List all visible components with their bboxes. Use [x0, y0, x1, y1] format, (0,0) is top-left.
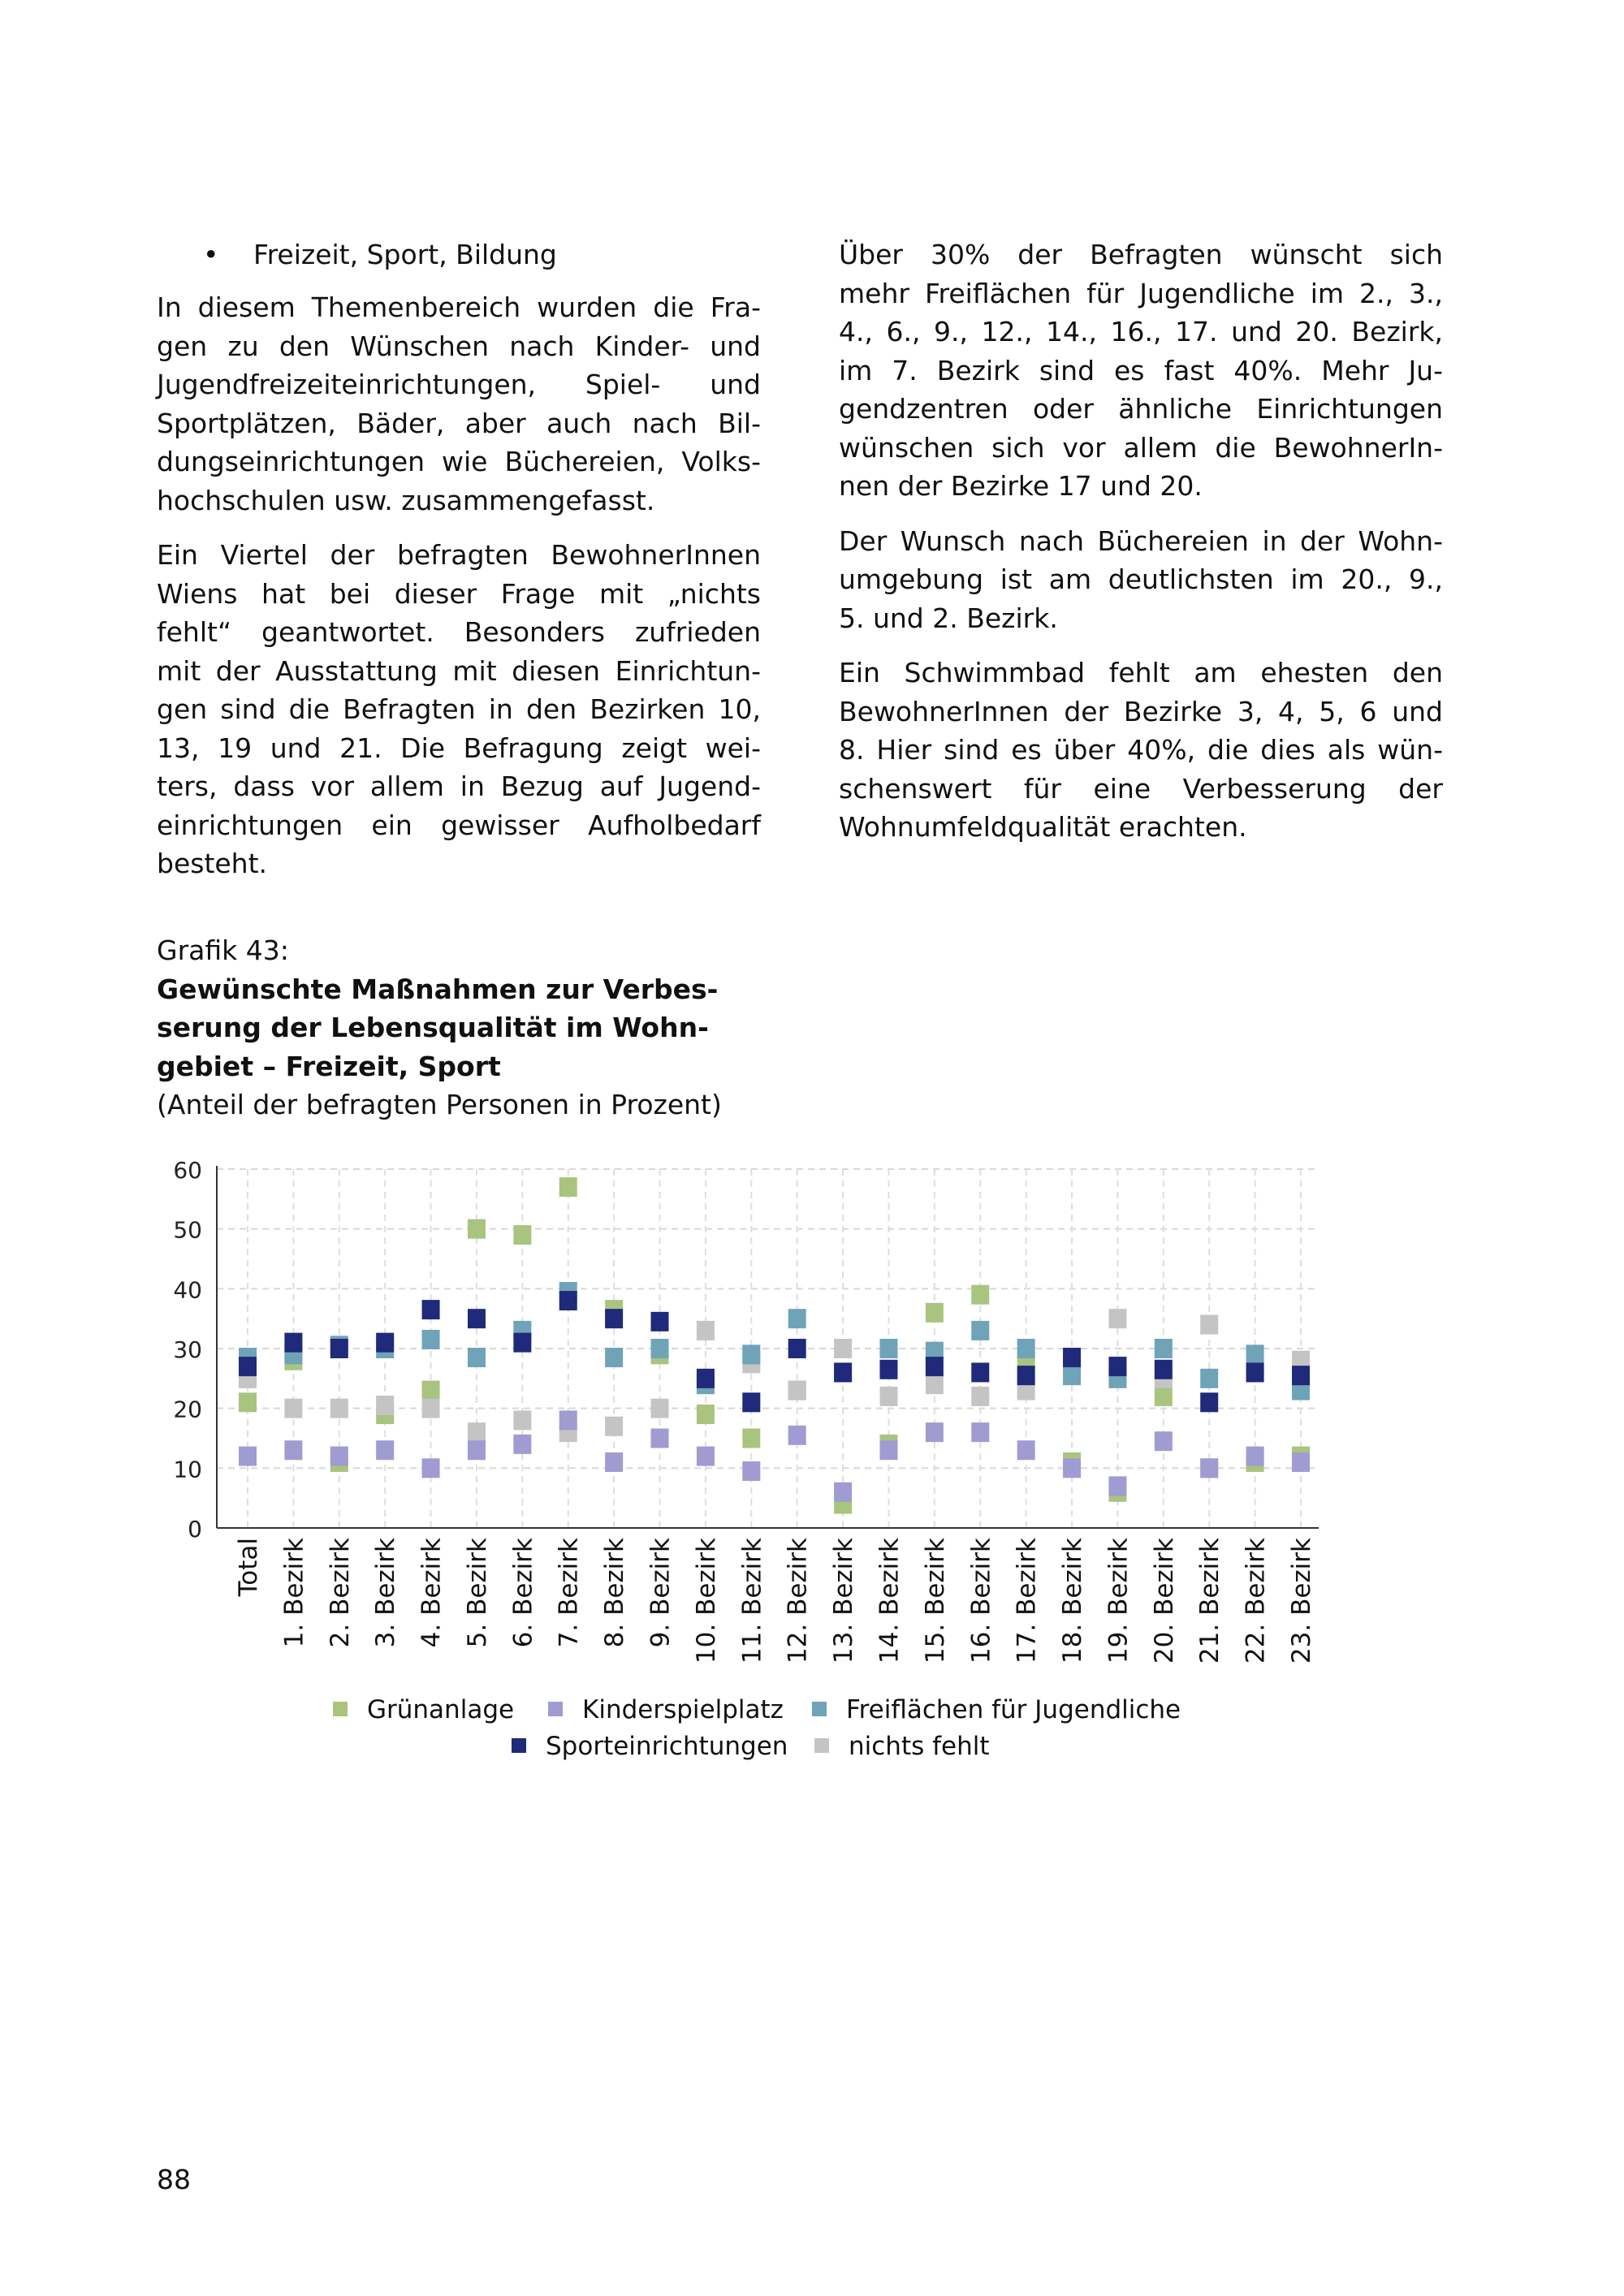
x-tick-label: 9. Bezirk: [646, 1538, 676, 1648]
text-line: Über 30% der Befragten wünscht sich: [839, 239, 1443, 270]
marker-kinderspielplatz: [971, 1422, 989, 1442]
text-line: Ein Viertel der befragten BewohnerInnen: [157, 539, 761, 571]
marker-nichts-fehlt: [879, 1387, 897, 1406]
paragraph: [157, 288, 761, 520]
marker-freiflächen-für-jugendliche: [422, 1330, 440, 1349]
figure-label: Grafik 43:: [157, 934, 289, 966]
x-tick-label: 14. Bezirk: [875, 1538, 905, 1664]
marker-nichts-fehlt: [788, 1381, 806, 1400]
marker-kinderspielplatz: [742, 1461, 760, 1481]
marker-nichts-fehlt: [1108, 1309, 1126, 1328]
marker-grünanlage: [742, 1429, 760, 1448]
marker-freiflächen-für-jugendliche: [1063, 1366, 1081, 1385]
marker-grünanlage: [513, 1225, 531, 1245]
marker-kinderspielplatz: [422, 1458, 440, 1478]
legend-swatch: [333, 1702, 348, 1716]
marker-kinderspielplatz: [1292, 1452, 1310, 1472]
marker-kinderspielplatz: [513, 1435, 531, 1454]
x-tick-label: 15. Bezirk: [920, 1538, 950, 1664]
text-line: mit der Ausstattung mit diesen Einrichtun-: [157, 654, 761, 687]
marker-sporteinrichtungen: [605, 1309, 623, 1328]
marker-grünanlage: [971, 1285, 989, 1305]
marker-sporteinrichtungen: [468, 1309, 486, 1328]
marker-sporteinrichtungen: [559, 1291, 577, 1310]
marker-nichts-fehlt: [513, 1410, 531, 1430]
marker-freiflächen-für-jugendliche: [742, 1344, 760, 1364]
paragraph: [839, 522, 1443, 638]
text-line: In diesem Themenbereich wurden die Fra-: [157, 291, 761, 323]
marker-kinderspielplatz: [651, 1429, 669, 1448]
marker-kinderspielplatz: [1246, 1447, 1264, 1466]
marker-kinderspielplatz: [376, 1440, 394, 1460]
marker-grünanlage: [697, 1405, 715, 1424]
x-tick-label: 12. Bezirk: [783, 1538, 813, 1664]
text-line: Der Wunsch nach Büchereien in der Wohn-: [839, 524, 1443, 557]
x-tick-label: 20. Bezirk: [1149, 1538, 1179, 1664]
text-line: Wiens hat bei dieser Frage mit „nichts: [157, 577, 761, 610]
y-tick-label: 60: [173, 1157, 202, 1184]
marker-nichts-fehlt: [926, 1375, 944, 1394]
marker-sporteinrichtungen: [1246, 1362, 1264, 1382]
x-tick-label: Total: [234, 1538, 263, 1597]
marker-sporteinrichtungen: [1063, 1348, 1081, 1367]
marker-kinderspielplatz: [697, 1447, 715, 1466]
text-line: besteht.: [157, 848, 268, 879]
y-tick-label: 50: [173, 1216, 202, 1244]
legend-label: Kinderspielplatz: [582, 1695, 784, 1724]
legend-label: Freiflächen für Jugendliche: [846, 1695, 1181, 1724]
marker-kinderspielplatz: [559, 1410, 577, 1430]
marker-nichts-fehlt: [834, 1339, 852, 1358]
text-line: fehlt“ geantwortet. Besonders zufrieden: [157, 616, 761, 648]
marker-nichts-fehlt: [284, 1399, 302, 1418]
marker-sporteinrichtungen: [697, 1369, 715, 1388]
figure-title-1: Gewünschte Maßnahmen zur Verbes-: [157, 973, 719, 1005]
text-line: im 7. Bezirk sind es fast 40%. Mehr Ju-: [839, 354, 1443, 386]
scatter-chart: [0, 1137, 1624, 1786]
marker-nichts-fehlt: [468, 1422, 486, 1442]
x-tick-label: 4. Bezirk: [417, 1538, 447, 1648]
marker-sporteinrichtungen: [1108, 1357, 1126, 1376]
text-line: gen zu den Wünschen nach Kinder- und: [157, 330, 761, 362]
y-tick-label: 40: [173, 1276, 202, 1304]
marker-kinderspielplatz: [1200, 1458, 1218, 1478]
marker-kinderspielplatz: [926, 1422, 944, 1442]
figure-subtitle: (Anteil der befragten Personen in Prozent): [157, 1089, 722, 1120]
marker-sporteinrichtungen: [834, 1362, 852, 1382]
marker-sporteinrichtungen: [1155, 1360, 1173, 1379]
text-line: umgebung ist am deutlichsten im 20., 9.,: [839, 563, 1443, 595]
text-line: 13, 19 und 21. Die Befragung zeigt wei-: [157, 732, 761, 764]
marker-nichts-fehlt: [971, 1387, 989, 1406]
legend-swatch: [548, 1702, 563, 1716]
x-tick-label: 22. Bezirk: [1241, 1538, 1271, 1664]
bullet-text: Freizeit, Sport, Bildung: [253, 239, 557, 270]
marker-freiflächen-für-jugendliche: [605, 1348, 623, 1367]
x-tick-label: 18. Bezirk: [1058, 1538, 1088, 1664]
marker-sporteinrichtungen: [376, 1333, 394, 1353]
text-line: Sportplätzen, Bäder, aber auch nach Bil-: [157, 407, 761, 439]
legend-label: Grünanlage: [367, 1695, 515, 1724]
marker-kinderspielplatz: [1017, 1440, 1035, 1460]
marker-grünanlage: [422, 1381, 440, 1400]
text-line: mehr Freiflächen für Jugendliche im 2., 3.,: [839, 277, 1443, 309]
marker-sporteinrichtungen: [1292, 1366, 1310, 1385]
y-tick-label: 20: [173, 1396, 202, 1423]
marker-grünanlage: [239, 1392, 257, 1412]
marker-freiflächen-für-jugendliche: [879, 1339, 897, 1358]
marker-nichts-fehlt: [697, 1321, 715, 1340]
legend-swatch: [512, 1738, 526, 1753]
x-tick-label: 6. Bezirk: [508, 1538, 538, 1648]
marker-sporteinrichtungen: [1200, 1392, 1218, 1412]
marker-grünanlage: [559, 1177, 577, 1197]
text-line: dungseinrichtungen wie Büchereien, Volks-: [157, 446, 761, 477]
x-tick-label: 11. Bezirk: [737, 1538, 767, 1664]
marker-kinderspielplatz: [330, 1447, 348, 1466]
marker-freiflächen-für-jugendliche: [468, 1348, 486, 1367]
text-line: gendzentren oder ähnliche Einrichtungen: [839, 393, 1443, 425]
marker-nichts-fehlt: [330, 1399, 348, 1418]
right-column: [839, 235, 1443, 863]
marker-freiflächen-für-jugendliche: [651, 1339, 669, 1358]
marker-sporteinrichtungen: [788, 1339, 806, 1358]
paragraph: [157, 536, 761, 883]
marker-kinderspielplatz: [879, 1440, 897, 1460]
text-line: nen der Bezirke 17 und 20.: [839, 470, 1203, 502]
text-line: BewohnerInnen der Bezirke 3, 4, 5, 6 und: [839, 695, 1443, 727]
x-tick-label: 13. Bezirk: [829, 1538, 859, 1664]
marker-freiflächen-für-jugendliche: [1246, 1344, 1264, 1364]
x-tick-label: 16. Bezirk: [966, 1538, 996, 1664]
marker-kinderspielplatz: [284, 1440, 302, 1460]
marker-nichts-fehlt: [422, 1399, 440, 1418]
marker-kinderspielplatz: [605, 1452, 623, 1472]
marker-sporteinrichtungen: [879, 1360, 897, 1379]
marker-nichts-fehlt: [376, 1396, 394, 1415]
marker-nichts-fehlt: [1200, 1315, 1218, 1335]
text-line: Wohnumfeldqualität erachten.: [839, 811, 1247, 843]
marker-grünanlage: [926, 1303, 944, 1323]
marker-sporteinrichtungen: [742, 1392, 760, 1412]
x-tick-label: 3. Bezirk: [371, 1538, 401, 1648]
marker-kinderspielplatz: [1063, 1458, 1081, 1478]
marker-sporteinrichtungen: [651, 1312, 669, 1331]
text-line: 5. und 2. Bezirk.: [839, 602, 1058, 634]
x-tick-label: 2. Bezirk: [325, 1538, 355, 1648]
page-number: 88: [157, 2164, 191, 2195]
figure-caption: [157, 931, 722, 1124]
marker-freiflächen-für-jugendliche: [1155, 1339, 1173, 1358]
marker-sporteinrichtungen: [422, 1300, 440, 1319]
text-line: Ein Schwimmbad fehlt am ehesten den: [839, 657, 1443, 688]
marker-sporteinrichtungen: [513, 1333, 531, 1353]
text-line: wünschen sich vor allem die BewohnerIn-: [839, 431, 1443, 464]
marker-grünanlage: [1155, 1387, 1173, 1406]
marker-kinderspielplatz: [834, 1482, 852, 1502]
marker-sporteinrichtungen: [971, 1362, 989, 1382]
text-line: Jugendfreizeiteinrichtungen, Spiel- und: [157, 369, 761, 400]
x-tick-label: 17. Bezirk: [1012, 1538, 1042, 1664]
marker-sporteinrichtungen: [330, 1339, 348, 1358]
legend-swatch: [814, 1738, 829, 1753]
y-tick-label: 0: [188, 1516, 202, 1543]
x-tick-label: 10. Bezirk: [691, 1538, 721, 1664]
marker-sporteinrichtungen: [926, 1357, 944, 1376]
legend-label: nichts fehlt: [849, 1732, 990, 1761]
x-tick-label: 19. Bezirk: [1104, 1538, 1134, 1664]
left-column: [157, 288, 761, 900]
marker-nichts-fehlt: [651, 1399, 669, 1418]
x-tick-label: 5. Bezirk: [462, 1538, 492, 1648]
marker-sporteinrichtungen: [239, 1357, 257, 1376]
bullet-icon: •: [203, 239, 219, 270]
paragraph: [839, 654, 1443, 847]
x-tick-label: 8. Bezirk: [600, 1538, 630, 1648]
legend-swatch: [812, 1702, 827, 1716]
marker-kinderspielplatz: [1108, 1476, 1126, 1495]
text-line: gen sind die Befragten in den Bezirken 10,: [157, 693, 761, 725]
figure-title-3: gebiet – Freizeit, Sport: [157, 1050, 501, 1082]
y-tick-label: 30: [173, 1336, 202, 1363]
text-line: einrichtungen ein gewisser Aufholbedarf: [157, 809, 761, 841]
marker-nichts-fehlt: [605, 1417, 623, 1436]
text-line: ters, dass vor allem in Bezug auf Jugend-: [157, 770, 761, 802]
marker-freiflächen-für-jugendliche: [1017, 1339, 1035, 1358]
marker-sporteinrichtungen: [1017, 1366, 1035, 1385]
marker-kinderspielplatz: [1155, 1431, 1173, 1451]
marker-freiflächen-für-jugendliche: [788, 1309, 806, 1328]
x-tick-label: 7. Bezirk: [554, 1538, 584, 1648]
text-line: hochschulen usw. zusammengefasst.: [157, 484, 655, 516]
text-line: 4., 6., 9., 12., 14., 16., 17. und 20. Bezirk,: [839, 316, 1443, 347]
legend-label: Sporteinrichtungen: [546, 1732, 788, 1761]
x-tick-label: 23. Bezirk: [1287, 1538, 1316, 1664]
marker-kinderspielplatz: [468, 1440, 486, 1460]
marker-freiflächen-für-jugendliche: [1200, 1369, 1218, 1388]
y-tick-label: 10: [173, 1456, 202, 1483]
paragraph: [839, 235, 1443, 506]
x-tick-label: 21. Bezirk: [1195, 1538, 1225, 1664]
x-tick-label: 1. Bezirk: [279, 1538, 309, 1648]
marker-sporteinrichtungen: [284, 1333, 302, 1353]
marker-kinderspielplatz: [788, 1426, 806, 1445]
marker-kinderspielplatz: [239, 1447, 257, 1466]
marker-grünanlage: [468, 1219, 486, 1239]
text-line: 8. Hier sind es über 40%, die dies als wün-: [839, 734, 1443, 766]
marker-freiflächen-für-jugendliche: [971, 1321, 989, 1340]
text-line: schenswert für eine Verbesserung der: [839, 772, 1443, 805]
figure-title-2: serung der Lebensqualität im Wohn-: [157, 1012, 709, 1043]
